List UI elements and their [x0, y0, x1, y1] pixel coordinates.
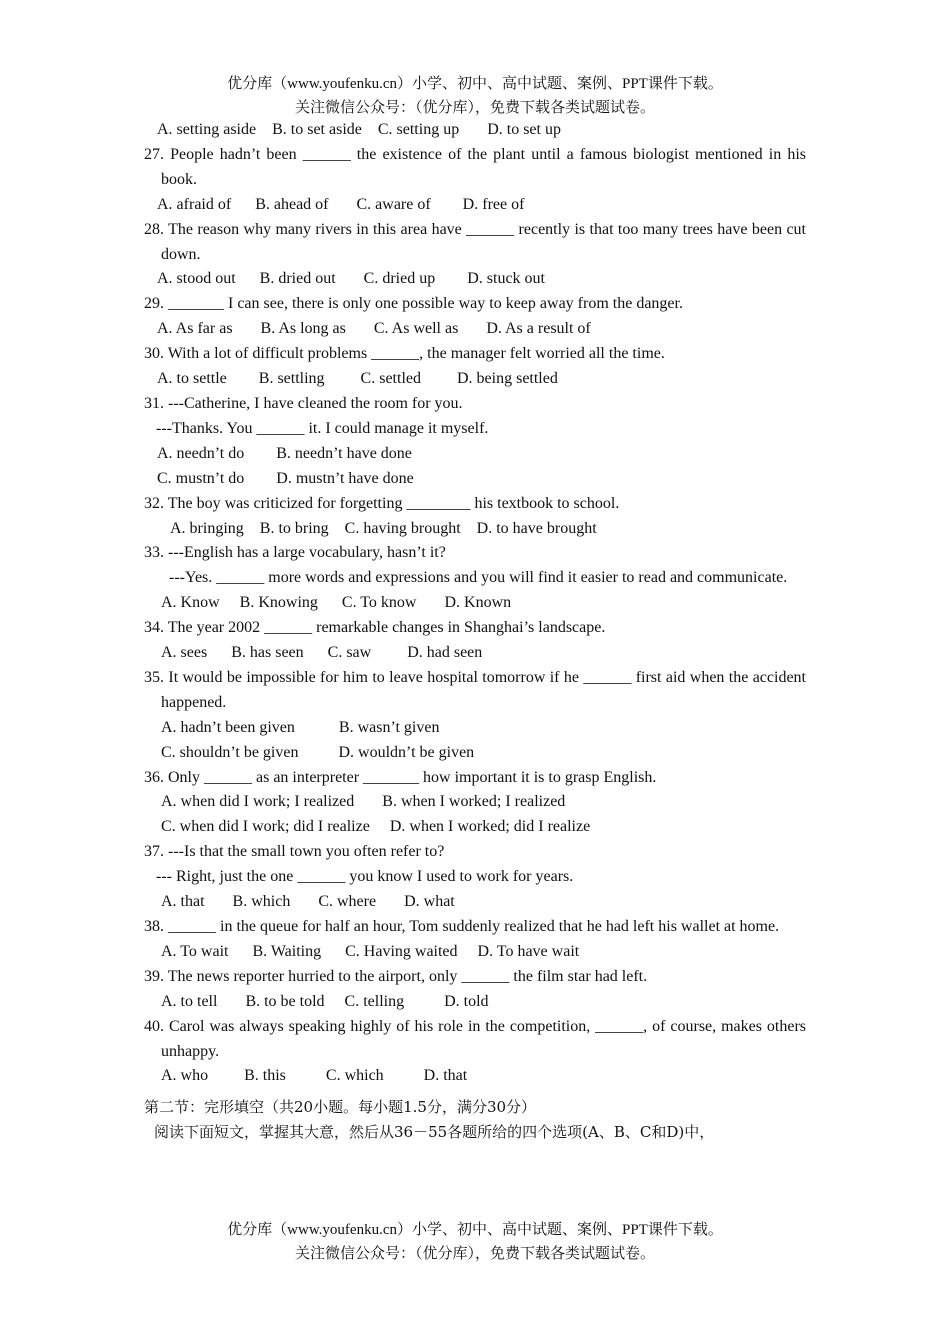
section-instruction: 阅读下面短文，掌握其大意，然后从36－55各题所给的四个选项(A、B、C和D)中， — [154, 1123, 715, 1142]
q28-options: A. stood out B. dried out C. dried up D. stuck out — [157, 270, 545, 288]
q26-options: A. setting aside B. to set aside C. setting up D. to set up — [157, 121, 561, 138]
header-line-2: 关注微信公众号：（优分库），免费下载各类试题试卷。 — [294, 100, 655, 116]
q28-text: 28. The reason why many rivers in this area have ______ recently is that too many trees have been cut down. — [144, 220, 806, 263]
header-line-1: 优分库（www.youfenku.cn）小学、初中、高中试题、案例、PPT课件下载。 — [227, 76, 723, 92]
q39-options: A. to tell B. to be told C. telling D. told — [161, 992, 489, 1010]
q31-options-2: C. mustn’t do D. mustn’t have done — [157, 469, 414, 487]
q31-options-1: A. needn’t do B. needn’t have done — [157, 444, 412, 462]
q33-options: A. Know B. Knowing C. To know D. Known — [161, 594, 512, 612]
q36-options-1: A. when did I work; I realized B. when I worked; I realized — [161, 793, 566, 811]
q40-options: A. who B. this C. which D. that — [161, 1067, 468, 1085]
q37-options: A. that B. which C. where D. what — [161, 893, 455, 911]
q27-text: 27. People hadn’t been ______ the existence of the plant until a famous biologist mentioned in his book. — [144, 145, 806, 188]
q33-text: 33. ---English has a large vocabulary, hasn’t it? — [144, 544, 446, 562]
section-title: 第二节：完形填空（共20小题。每小题1.5分，满分30分） — [144, 1098, 537, 1117]
footer-line-2: 关注微信公众号：（优分库），免费下载各类试题试卷。 — [294, 1246, 655, 1262]
page-footer — [0, 1218, 950, 1266]
q31-text: 31. ---Catherine, I have cleaned the room for you. — [144, 394, 463, 412]
exam-content — [144, 118, 806, 1145]
q32-options: A. bringing B. to bring C. having brought D. to have brought — [170, 519, 597, 537]
q31-dialog: ---Thanks. You ______ it. I could manage it myself. — [156, 419, 489, 437]
q33-dialog: ---Yes. ______ more words and expressions and you will find it easier to read and communicate. — [169, 569, 788, 587]
q36-text: 36. Only ______ as an interpreter _______ how important it is to grasp English. — [144, 768, 657, 786]
q38-text: 38. ______ in the queue for half an hour, Tom suddenly realized that he had left his wallet at home. — [144, 918, 780, 935]
q35-options-2: C. shouldn’t be given D. wouldn’t be given — [161, 743, 475, 761]
q37-text: 37. ---Is that the small town you often refer to? — [144, 843, 445, 861]
q40-text: 40. Carol was always speaking highly of his role in the competition, ______, of course, makes others unhappy. — [144, 1017, 806, 1060]
q29-options: A. As far as B. As long as C. As well as D. As a result of — [157, 320, 591, 338]
q38-options: A. To wait B. Waiting C. Having waited D. To have wait — [161, 942, 580, 960]
q30-options: A. to settle B. settling C. settled D. being settled — [157, 370, 558, 388]
q35-options-1: A. hadn’t been given B. wasn’t given — [161, 718, 440, 736]
page-header — [0, 72, 950, 120]
q30-text: 30. With a lot of difficult problems ______, the manager felt worried all the time. — [144, 345, 665, 363]
q39-text: 39. The news reporter hurried to the airport, only ______ the film star had left. — [144, 967, 648, 985]
footer-line-1: 优分库（www.youfenku.cn）小学、初中、高中试题、案例、PPT课件下载。 — [227, 1222, 723, 1238]
q36-options-2: C. when did I work; did I realize D. when I worked; did I realize — [161, 818, 591, 836]
q32-text: 32. The boy was criticized for forgetting ________ his textbook to school. — [144, 494, 620, 512]
q27-options: A. afraid of B. ahead of C. aware of D. free of — [157, 195, 525, 213]
q29-text: 29. _______ I can see, there is only one possible way to keep away from the danger. — [144, 295, 683, 313]
q37-dialog: --- Right, just the one ______ you know I used to work for years. — [156, 868, 574, 886]
q35-text: 35. It would be impossible for him to leave hospital tomorrow if he ______ first aid when the accident happened. — [144, 668, 806, 711]
q34-text: 34. The year 2002 ______ remarkable changes in Shanghai’s landscape. — [144, 619, 606, 637]
q34-options: A. sees B. has seen C. saw D. had seen — [161, 644, 483, 662]
